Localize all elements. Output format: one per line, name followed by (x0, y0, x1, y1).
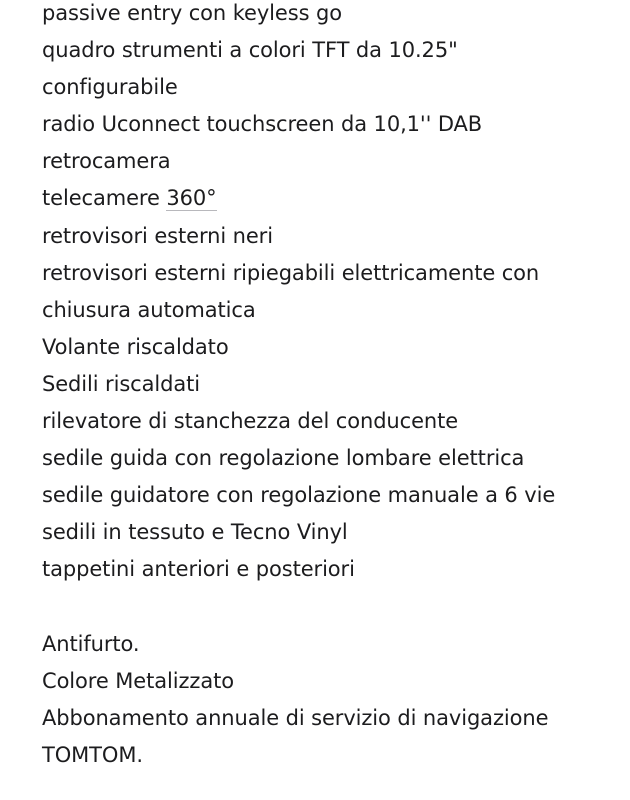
text-line: TOMTOM. (42, 742, 143, 767)
text-line: tappetini anteriori e posteriori (42, 557, 355, 582)
text-line: Abbonamento annuale di servizio di navigazione (42, 705, 549, 730)
text-line: retrovisori esterni ripiegabili elettricamente con (42, 260, 540, 285)
text-line: Antifurto. (42, 631, 140, 656)
telecamere-text: telecamere (42, 186, 167, 211)
data-detector-link-360[interactable]: 360° (166, 186, 217, 211)
text-line: sedili in tessuto e Tecno Vinyl (42, 520, 348, 545)
text-line: retrocamera (42, 149, 171, 174)
text-line: passive entry con keyless go (42, 1, 342, 25)
note-body (42, 0, 622, 774)
text-line: quadro strumenti a colori TFT da 10.25" (42, 38, 458, 63)
text-line: chiusura automatica (42, 297, 256, 322)
text-line: sedile guidatore con regolazione manuale a 6 vie (42, 483, 556, 508)
text-line: retrovisori esterni neri (42, 223, 273, 248)
text-line: radio Uconnect touchscreen da 10,1'' DAB (42, 112, 483, 137)
text-line: sedile guida con regolazione lombare elettrica (42, 446, 525, 471)
text-line: Volante riscaldato (42, 334, 229, 359)
text-line: configurabile (42, 75, 178, 100)
blank-line (42, 589, 622, 626)
text-line: rilevatore di stanchezza del conducente (42, 409, 459, 434)
text-line: Colore Metalizzato (42, 668, 234, 693)
text-line-telecamere (42, 180, 622, 217)
text-line: Sedili riscaldati (42, 371, 200, 396)
